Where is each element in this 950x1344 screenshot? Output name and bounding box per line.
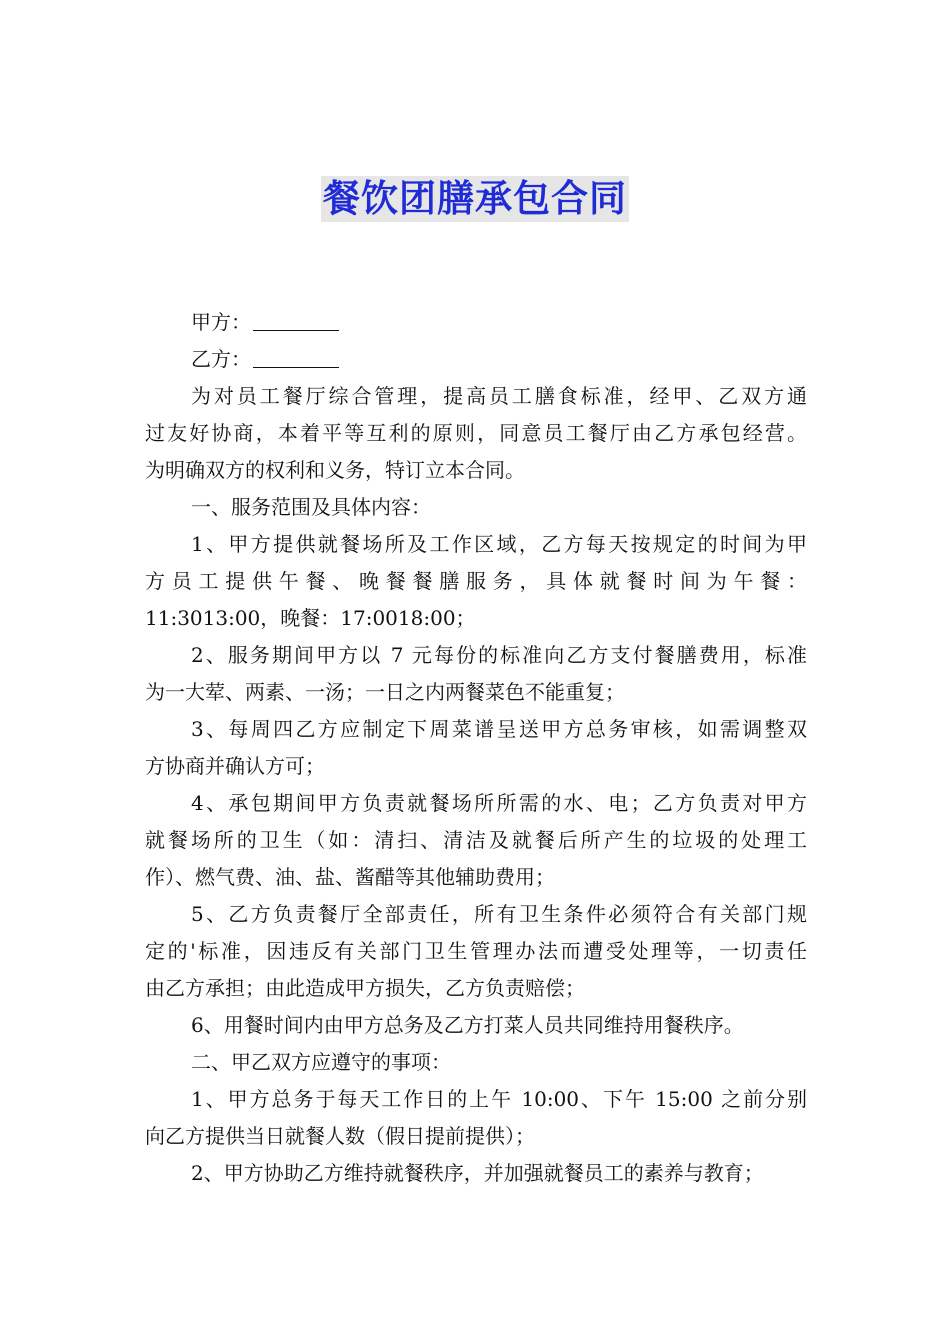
section-heading-1: 一、服务范围及具体内容： xyxy=(191,495,431,519)
paragraph-line: 2、甲方协助乙方维持就餐秩序，并加强就餐员工的素养与教育； xyxy=(191,1161,764,1185)
document-body xyxy=(145,304,807,1192)
paragraph-line: 6、用餐时间内由甲方总务及乙方打菜人员共同维持用餐秩序。 xyxy=(191,1013,744,1037)
paragraph-line: 5、乙方负责餐厅全部责任，所有卫生条件必须符合有关部门规 xyxy=(191,902,807,926)
paragraph-line: 过友好协商，本着平等互利的原则，同意员工餐厅由乙方承包经营。 xyxy=(145,421,807,445)
paragraph-line: 4、承包期间甲方负责就餐场所所需的水、电；乙方负责对甲方 xyxy=(191,791,807,815)
party-a-blank xyxy=(253,308,339,331)
paragraph-line: 就餐场所的卫生（如：清扫、清洁及就餐后所产生的垃圾的处理工 xyxy=(145,828,807,852)
paragraph-line: 1、甲方提供就餐场所及工作区域，乙方每天按规定的时间为甲 xyxy=(191,532,807,556)
party-a-label: 甲方： xyxy=(191,310,251,334)
section-heading-2: 二、甲乙双方应遵守的事项： xyxy=(191,1050,451,1074)
document-title: 餐饮团膳承包合同 xyxy=(323,177,627,220)
party-b-blank xyxy=(253,345,339,368)
paragraph-line: 2、服务期间甲方以 7 元每份的标准向乙方支付餐膳费用，标准 xyxy=(191,643,807,667)
paragraph-line: 为对员工餐厅综合管理，提高员工膳食标准，经甲、乙双方通 xyxy=(191,384,807,408)
paragraph-line: 向乙方提供当日就餐人数（假日提前提供）； xyxy=(145,1124,535,1148)
paragraph-line: 为一大荤、两素、一汤；一日之内两餐菜色不能重复； xyxy=(145,680,625,704)
paragraph-line: 11:3013:00，晚餐：17:0018:00； xyxy=(145,606,476,630)
paragraph-line: 方协商并确认方可； xyxy=(145,754,325,778)
paragraph-line: 定的'标准，因违反有关部门卫生管理办法而遭受处理等，一切责任 xyxy=(145,939,807,963)
paragraph-line: 由乙方承担；由此造成甲方损失，乙方负责赔偿； xyxy=(145,976,585,1000)
party-b-line xyxy=(145,341,807,378)
party-b-label: 乙方： xyxy=(191,347,251,371)
paragraph-line: 作）、燃气费、油、盐、酱醋等其他辅助费用； xyxy=(145,865,555,889)
party-a-line xyxy=(145,304,807,341)
paragraph-line: 1、甲方总务于每天工作日的上午 10:00、下午 15:00 之前分别 xyxy=(191,1087,807,1111)
title-container xyxy=(0,176,950,222)
paragraph-line: 为明确双方的权利和义务，特订立本合同。 xyxy=(145,458,525,482)
paragraph-line: 方员工提供午餐、晚餐餐膳服务，具体就餐时间为午餐： xyxy=(145,569,807,593)
paragraph-line: 3、每周四乙方应制定下周菜谱呈送甲方总务审核，如需调整双 xyxy=(191,717,807,741)
